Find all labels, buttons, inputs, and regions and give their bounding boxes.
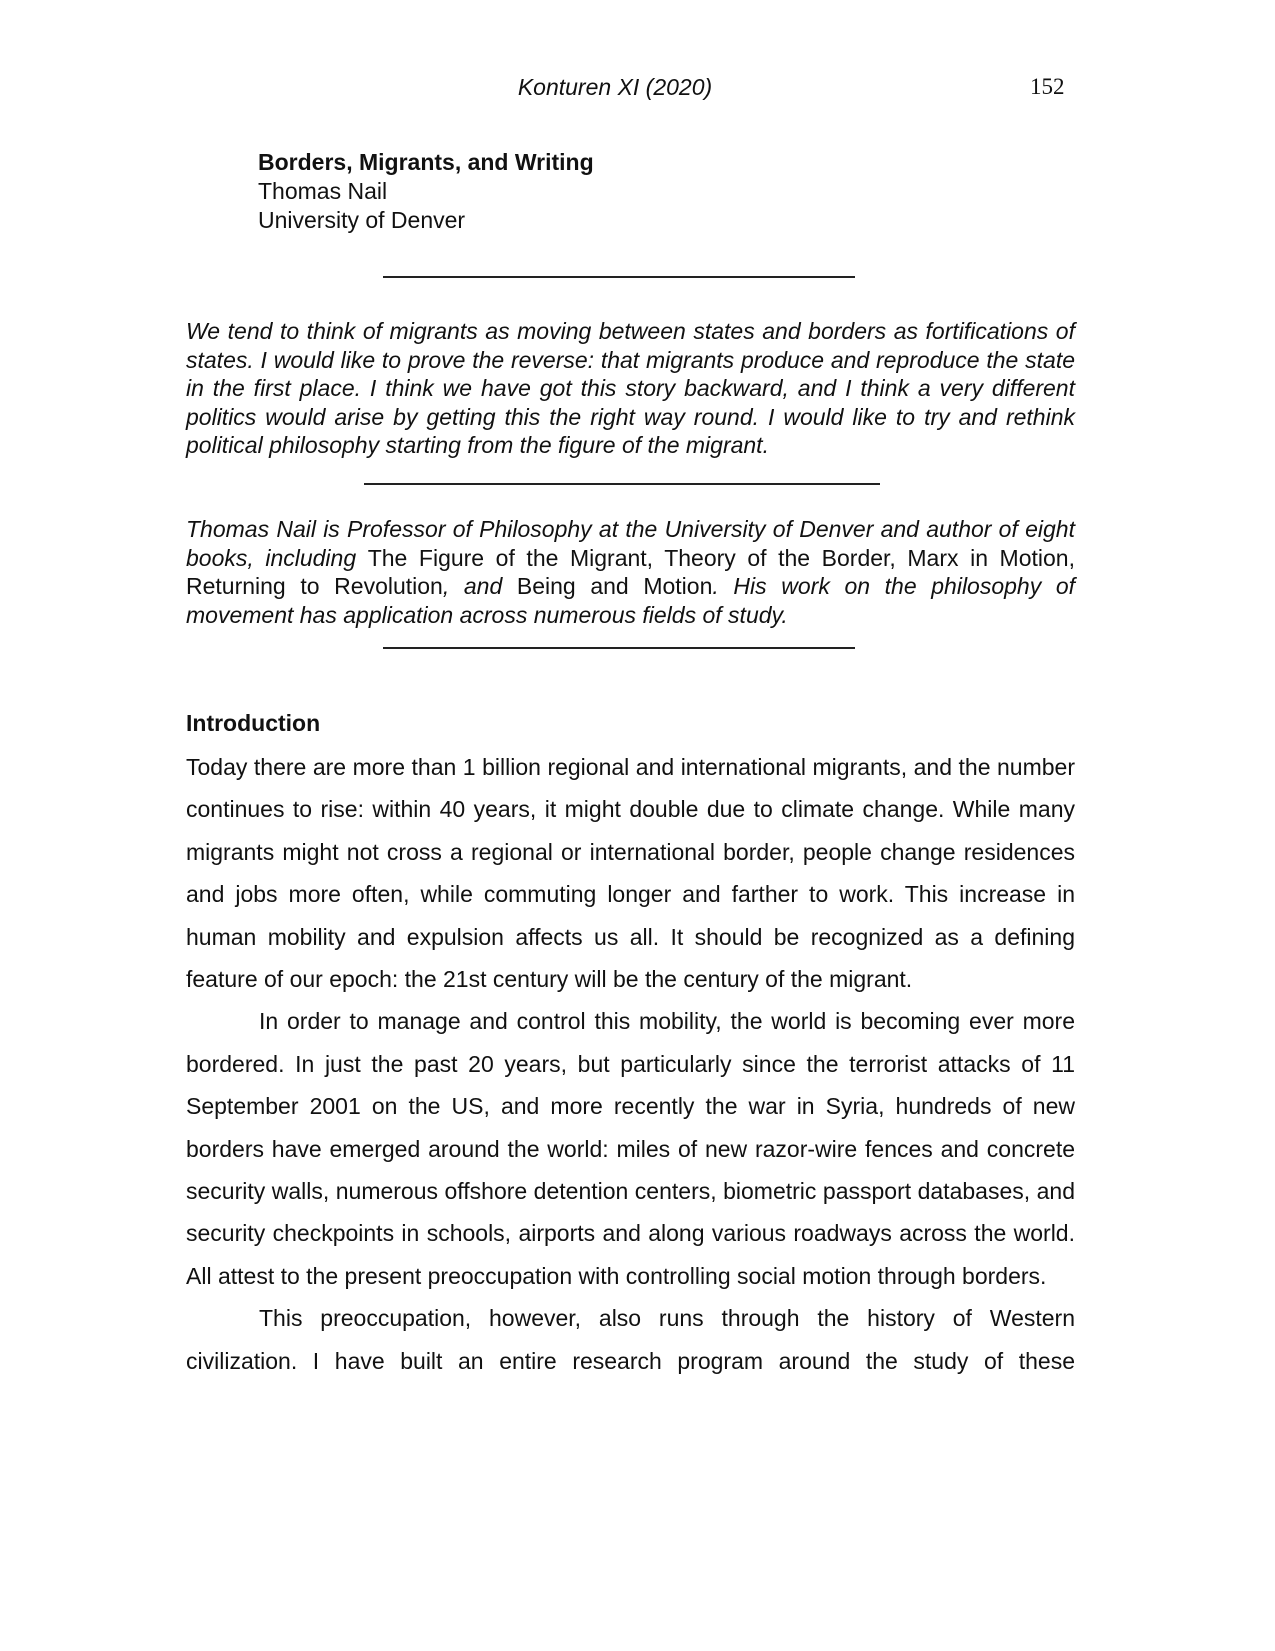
- running-head: [0, 74, 1275, 106]
- divider-rule: [383, 647, 855, 649]
- divider-rule: [383, 276, 855, 278]
- bio-text: , and: [442, 573, 503, 600]
- paragraph: In order to manage and control this mobility, the world is becoming ever more bordered. In just the past 20 years, but particularly since the terrorist attacks of 11 September 2001 on the US, and more recently the war in Syria, hundreds of new borders have emerged around the world: miles of new razor-wire fences and concrete security walls, numerous offshore detention centers, biometric passport databases, and security checkpoints in schools, airports and along various roadways across the world. All attest to the present preoccupation with controlling social motion through borders.: [186, 1008, 1075, 1289]
- page-number: 152: [1030, 74, 1065, 99]
- section-heading: Introduction: [186, 710, 321, 736]
- bio-text: Thomas Nail is Professor of Philosophy at the University of Denver and author of eight books, including: [186, 516, 1075, 571]
- abstract: We tend to think of migrants as moving between states and borders as fortifications of states. I would like to prove the reverse: that migrants produce and reproduce the state in the first place. I think we have got this story backward, and I think a very different politics would arise by getting this the right way round. I would like to try and rethink political philosophy starting from the figure of the migrant.: [186, 318, 1075, 459]
- author-bio: [186, 515, 1075, 629]
- paragraph: This preoccupation, however, also runs through the history of Western civilization. I have built an entire research program around the study of these: [186, 1305, 1075, 1374]
- bio-book-titles: The Figure of the Migrant, Theory of the Border, Marx in Motion, Returning to Revolution: [186, 544, 1075, 600]
- body-text: [186, 746, 1075, 1382]
- author-affiliation: University of Denver: [258, 207, 466, 233]
- journal-title: Konturen XI (2020): [517, 74, 713, 100]
- bio-text: . His work on the philosophy of movement has application across numerous fields of study.: [186, 573, 1076, 628]
- paragraph: Today there are more than 1 billion regional and international migrants, and the number continues to rise: within 40 years, it might double due to climate change. While many migrants might not cross a regional or international border, people change residences and jobs more often, while commuting longer and farther to work. This increase in human mobility and expulsion affects us all. It should be recognized as a defining feature of our epoch: the 21st century will be the century of the migrant.: [186, 754, 1075, 993]
- article-title: Borders, Migrants, and Writing: [258, 149, 594, 175]
- author-name: Thomas Nail: [258, 178, 388, 204]
- bio-book-title: Being and Motion: [516, 573, 713, 600]
- divider-rule: [364, 483, 880, 485]
- article-title-block: [258, 148, 594, 235]
